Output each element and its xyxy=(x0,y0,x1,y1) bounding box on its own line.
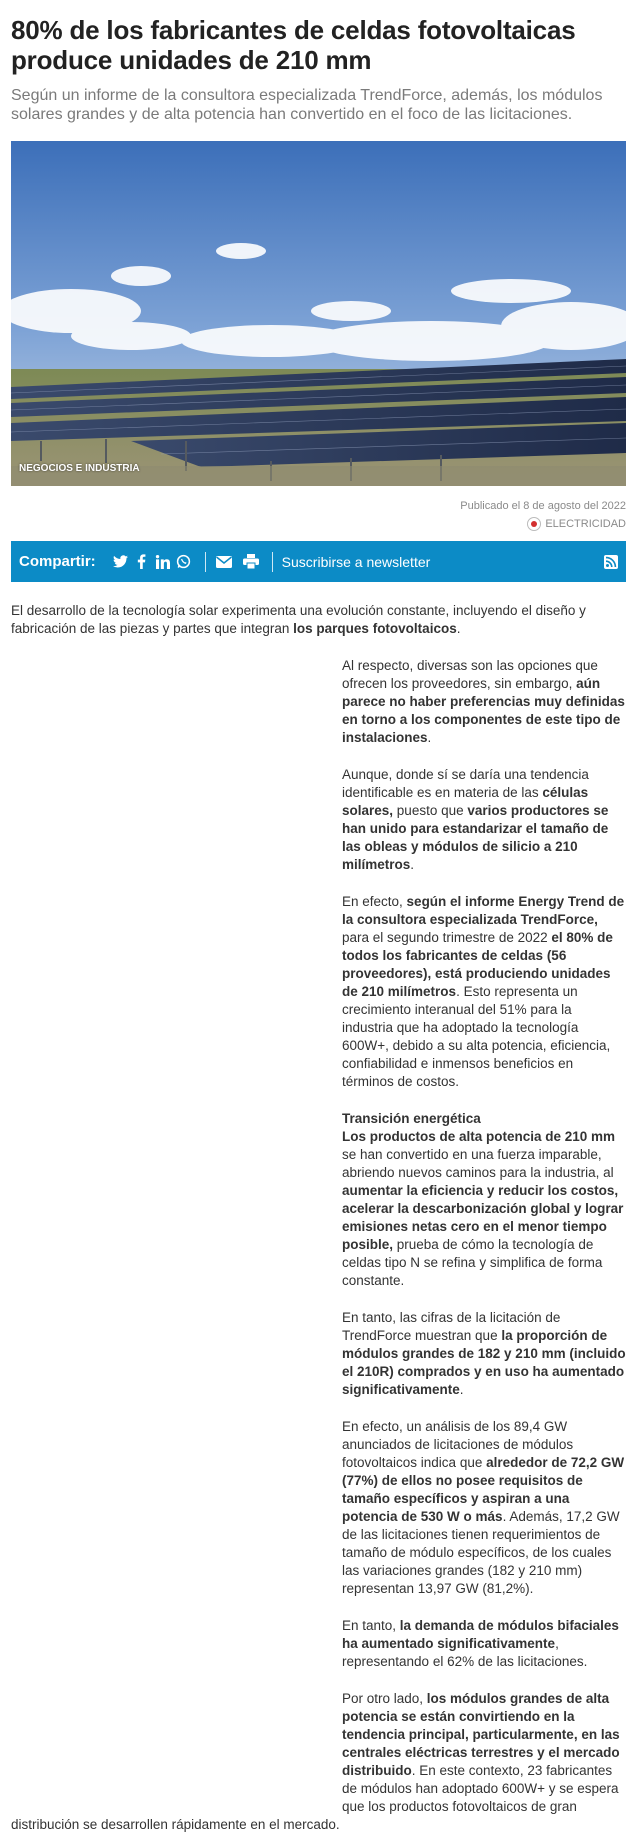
hero-image xyxy=(11,141,626,486)
paragraph: El desarrollo de la tecnología solar experimenta una evolución constante, incluyendo el diseño y fabricación de las piezas y partes que integran los parques fotovoltaicos. xyxy=(11,603,586,636)
paragraph: En efecto, un análisis de los 89,4 GW anunciados de licitaciones de módulos fotovoltaicos indica que alrededor de 72,2 GW (77%) de ellos no posee requisitos de tamaño específicos y aspiran a una potencia de 530 W o más. Además, 17,2 GW de las licitaciones tienen requerimientos de tamaño de módulo específicos, de los cuales las variaciones grandes (182 y 210 mm) representan 13,97 GW (81,2%). xyxy=(342,1419,625,1596)
paragraph: En tanto, las cifras de la licitación de TrendForce muestran que la proporción de módulos grandes de 182 y 210 mm (incluido el 210R) comprados y en uso ha aumentado significativamente. xyxy=(342,1310,626,1397)
paragraph: Por otro lado, los módulos grandes de alta potencia se están convirtiendo en la tendencia principal, particularmente, en las centrales eléctricas terrestres y el mercado distribuido. En este contexto, 23 fabricantes de módulos han adoptado 600W+ y se espera que los productos fotovoltaicos de gran distribución se desarrollen rápidamente en el mercado. xyxy=(11,1691,620,1832)
divider xyxy=(205,552,206,572)
paragraph: En tanto, la demanda de módulos bifaciales ha aumentado significativamente, representando el 62% de las licitaciones. xyxy=(342,1618,619,1669)
share-label: Compartir: xyxy=(19,553,96,570)
facebook-icon[interactable] xyxy=(133,553,151,571)
category-dot-icon xyxy=(527,517,541,531)
article-subtitle: Según un informe de la consultora especializada TrendForce, además, los módulos solares grandes y de alta potencia han convertido en el foco de las licitaciones. xyxy=(11,87,603,123)
category-link[interactable] xyxy=(11,517,626,531)
paragraph: En efecto, según el informe Energy Trend de la consultora especializada TrendForce, para el segundo trimestre de 2022 el 80% de todos los fabricantes de celdas (56 proveedores), está produciendo unidades de 210 milímetros. Esto representa un crecimiento interanual del 51% para la industria que ha adoptado la tecnología 600W+, debido a su alta potencia, eficiencia, confiabilidad e inmensos beneficios en términos de costos. xyxy=(342,894,625,1089)
twitter-icon[interactable] xyxy=(112,553,130,571)
article-title: 80% de los fabricantes de celdas fotovoltaicas produce unidades de 210 mm xyxy=(11,15,576,75)
share-bar xyxy=(11,541,626,582)
email-icon[interactable] xyxy=(215,553,233,571)
publish-date: Publicado el 8 de agosto del 2022 xyxy=(460,500,626,512)
paragraph: Transición energética Los productos de alta potencia de 210 mm se han convertido en una fuerza imparable, abriendo nuevos caminos para la industria, al aumentar la eficiencia y reducir los costos, acelerar la descarbonización global y lograr emisiones netas cero en el menor tiempo posible, prueba de cómo la tecnología de celdas tipo N se refina y simplifica de forma constante. xyxy=(342,1111,624,1288)
rss-icon[interactable] xyxy=(604,555,618,569)
category-label[interactable]: ELECTRICIDAD xyxy=(545,518,626,530)
paragraph: Al respecto, diversas son las opciones que ofrecen los proveedores, sin embargo, aún parece no haber preferencias muy definidas en torno a los componentes de este tipo de instalaciones. xyxy=(342,658,625,745)
divider xyxy=(272,552,273,572)
image-category-tag[interactable]: NEGOCIOS E INDUSTRIA xyxy=(19,463,140,474)
linkedin-icon[interactable] xyxy=(154,553,172,571)
article-body xyxy=(11,602,626,1834)
print-icon[interactable] xyxy=(242,553,260,571)
solar-field-photo xyxy=(11,141,626,486)
paragraph: Aunque, donde sí se daría una tendencia identificable es en materia de las células solares, puesto que varios productores se han unido para estandarizar el tamaño de las obleas y módulos de silicio a 210 milímetros. xyxy=(342,767,609,872)
ad-placeholder xyxy=(11,657,342,1802)
section-heading: Transición energética xyxy=(342,1111,481,1126)
whatsapp-icon[interactable] xyxy=(175,553,193,571)
body-with-ad-space xyxy=(11,657,626,1834)
newsletter-link[interactable]: Suscribirse a newsletter xyxy=(281,553,431,570)
article xyxy=(11,0,626,1834)
